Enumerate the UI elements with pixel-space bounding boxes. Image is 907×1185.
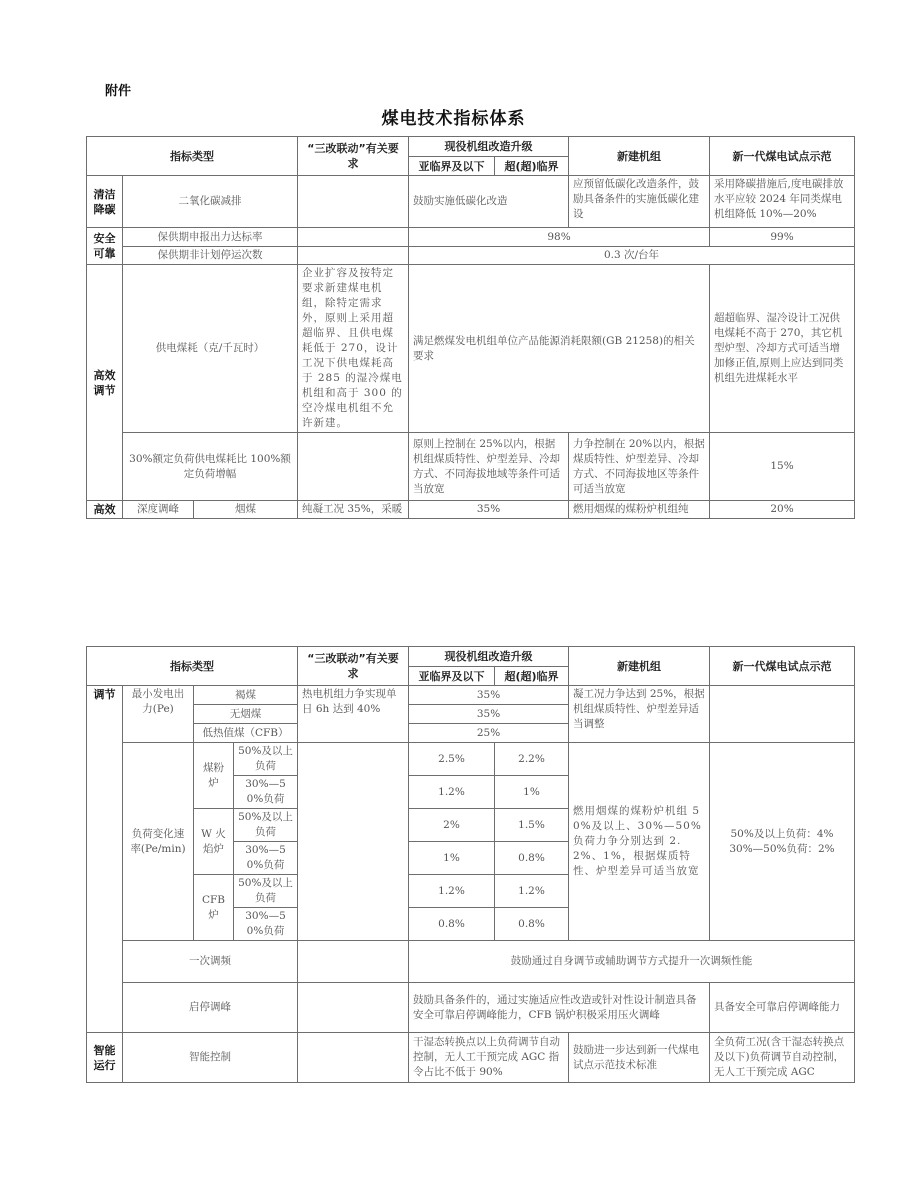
load-range: 50%及以上负荷	[234, 743, 298, 776]
three-reform-cell	[298, 1033, 409, 1083]
category-safe-reliable: 安全可靠	[87, 228, 123, 265]
indicator-start-stop-peak: 启停调峰	[123, 983, 298, 1033]
indicator-table-page-2	[86, 646, 855, 1083]
load-range: 50%及以上负荷	[234, 809, 298, 842]
subcritical-value: 0.8%	[409, 908, 495, 941]
header-new-units: 新建机组	[569, 137, 710, 176]
existing-value: 35%	[409, 501, 569, 519]
header-three-reform: “三改联动”有关要求	[298, 137, 409, 176]
indicator-low-load-increase: 30%额定负荷供电煤耗比 100%额定负荷增幅	[123, 433, 298, 501]
supercritical-value: 0.8%	[495, 908, 569, 941]
new-gen-cell	[710, 743, 855, 941]
all-columns-value: 0.3 次/台年	[409, 247, 855, 265]
subcritical-value: 2.5%	[409, 743, 495, 776]
indicator-deep-peak: 深度调峰	[123, 501, 194, 519]
existing-and-new-requirement: 鼓励具备条件的，通过实施适应性改造或针对性设计制造具备安全可靠启停调峰能力，CFB 锅炉积极采用压火调峰	[409, 983, 710, 1033]
table-row	[87, 176, 855, 228]
existing-upgrade-cell: 原则上控制在 25%以内，根据机组煤质特性、炉型差异、冷却方式、不同海拔地域等条件可适当放宽	[409, 433, 569, 501]
load-range: 50%及以上负荷	[234, 875, 298, 908]
indicator-unplanned-outages: 保供期非计划停运次数	[123, 247, 298, 265]
three-reform-cell	[298, 743, 409, 941]
new-gen-cell: 全负荷工况(含干湿态转换点及以下)负荷调节自动控制，无人工干预完成 AGC	[710, 1033, 855, 1083]
header-existing-upgrade: 现役机组改造升级	[409, 137, 569, 157]
header-row	[87, 137, 855, 157]
document-title: 煤电技术指标体系	[381, 109, 526, 129]
supercritical-value: 1%	[495, 776, 569, 809]
new-gen-cell: 具备安全可靠启停调峰能力	[710, 983, 855, 1033]
header-new-units: 新建机组	[569, 647, 710, 686]
coal-type: 无烟煤	[194, 705, 298, 724]
category-efficient-regulation: 高效调节	[87, 265, 123, 501]
three-reform-cell	[298, 433, 409, 501]
table-row	[87, 247, 855, 265]
existing-and-new-requirement: 满足燃煤发电机组单位产品能源消耗限额(GB 21258)的相关要求	[409, 265, 710, 433]
existing-and-new-value: 98%	[409, 228, 710, 247]
requirement-cell: 鼓励通过自身调节或辅助调节方式提升一次调频性能	[409, 941, 855, 983]
table-row	[87, 265, 855, 433]
header-supercritical: 超(超)临界	[495, 667, 569, 686]
boiler-type: CFB 炉	[194, 875, 234, 941]
new-units-cell: 燃用烟煤的煤粉炉机组 50%及以上、30%—50%负荷力争分别达到 2.2%、1%，根据煤质特性、炉型差异可适当放宽	[569, 743, 710, 941]
header-supercritical: 超(超)临界	[495, 157, 569, 176]
new-gen-line: 50%及以上负荷：4%	[730, 827, 834, 840]
supercritical-value: 0.8%	[495, 842, 569, 875]
boiler-type: W 火焰炉	[194, 809, 234, 875]
header-indicator-type: 指标类型	[87, 647, 298, 686]
new-gen-value: 99%	[710, 228, 855, 247]
header-existing-upgrade: 现役机组改造升级	[409, 647, 569, 667]
subcritical-value: 1.2%	[409, 776, 495, 809]
new-units-cell: 鼓励进一步达到新一代煤电试点示范技术标准	[569, 1033, 710, 1083]
new-gen-line: 30%—50%负荷：2%	[729, 842, 835, 855]
three-reform-cell: 企业扩容及按特定要求新建煤电机组，除特定需求外，原则上采用超超临界、且供电煤耗低于 270，设计工况下供电煤耗高于 285 的湿冷煤电机组和高于 300 的空冷煤电机组不允许新建。	[298, 265, 409, 433]
three-reform-cell: 纯凝工况 35%，采暖	[298, 501, 409, 519]
coal-type: 褐煤	[194, 686, 298, 705]
table-row	[87, 743, 855, 776]
existing-value: 35%	[409, 705, 569, 724]
header-indicator-type: 指标类型	[87, 137, 298, 176]
subcritical-value: 1%	[409, 842, 495, 875]
existing-upgrade-cell: 鼓励实施低碳化改造	[409, 176, 569, 228]
boiler-type: 煤粉炉	[194, 743, 234, 809]
header-subcritical: 亚临界及以下	[409, 157, 495, 176]
new-units-cell: 燃用烟煤的煤粉炉机组纯	[569, 501, 710, 519]
new-gen-value: 15%	[710, 433, 855, 501]
table-row	[87, 686, 855, 705]
indicator-ramp-rate: 负荷变化速率(Pe/min)	[123, 743, 194, 941]
indicator-declared-output-rate: 保供期申报出力达标率	[123, 228, 298, 247]
indicator-smart-control: 智能控制	[123, 1033, 298, 1083]
load-range: 30%—50%负荷	[234, 842, 298, 875]
new-gen-cell: 超超临界、湿冷设计工况供电煤耗不高于 270，其它机型炉型、冷却方式可适当增加修正值,原则上应达到同类机组先进煤耗水平	[710, 265, 855, 433]
three-reform-cell: 热电机组力争实现单日 6h 达到 40%	[298, 686, 409, 743]
indicator-coal-consumption: 供电煤耗（克/千瓦时）	[123, 265, 298, 433]
attachment-label: 附件	[105, 84, 132, 99]
category-smart-operation: 智能运行	[87, 1033, 123, 1083]
subcritical-value: 1.2%	[409, 875, 495, 908]
new-gen-value: 20%	[710, 501, 855, 519]
header-row	[87, 647, 855, 667]
new-units-cell: 应预留低碳化改造条件，鼓励具备条件的实施低碳化建设	[569, 176, 710, 228]
three-reform-cell	[298, 228, 409, 247]
table-row	[87, 983, 855, 1033]
header-subcritical: 亚临界及以下	[409, 667, 495, 686]
new-gen-cell: 采用降碳措施后,度电碳排放水平应较 2024 年同类煤电机组降低 10%—20%	[710, 176, 855, 228]
category-efficient: 高效	[87, 501, 123, 519]
supercritical-value: 1.5%	[495, 809, 569, 842]
existing-value: 35%	[409, 686, 569, 705]
table-row	[87, 228, 855, 247]
table-row	[87, 1033, 855, 1083]
three-reform-cell	[298, 247, 409, 265]
new-gen-cell	[710, 686, 855, 743]
category-clean-low-carbon: 清洁降碳	[87, 176, 123, 228]
three-reform-cell	[298, 176, 409, 228]
new-units-cell: 凝工况力争达到 25%，根据机组煤质特性、炉型差异适当调整	[569, 686, 710, 743]
table-row	[87, 433, 855, 501]
header-new-gen-demo: 新一代煤电试点示范	[710, 137, 855, 176]
table-row	[87, 941, 855, 983]
existing-upgrade-cell: 干湿态转换点以上负荷调节自动控制，无人工干预完成 AGC 指令占比不低于 90%	[409, 1033, 569, 1083]
three-reform-cell	[298, 941, 409, 983]
indicator-co2-reduction: 二氧化碳减排	[123, 176, 298, 228]
category-regulation: 调节	[87, 686, 123, 1033]
table-row	[87, 501, 855, 519]
header-new-gen-demo: 新一代煤电试点示范	[710, 647, 855, 686]
supercritical-value: 1.2%	[495, 875, 569, 908]
new-units-cell: 力争控制在 20%以内，根据煤质特性、炉型差异、冷却方式、不同海拔地区等条件可适当放宽	[569, 433, 710, 501]
three-reform-cell	[298, 983, 409, 1033]
load-range: 30%—50%负荷	[234, 776, 298, 809]
subcritical-value: 2%	[409, 809, 495, 842]
coal-type-bituminous: 烟煤	[194, 501, 298, 519]
indicator-table-page-1	[86, 136, 855, 519]
indicator-primary-freq: 一次调频	[123, 941, 298, 983]
load-range: 30%—50%负荷	[234, 908, 298, 941]
indicator-min-output: 最小发电出力(Pe)	[123, 686, 194, 743]
header-three-reform: “三改联动”有关要求	[298, 647, 409, 686]
coal-type: 低热值煤（CFB）	[194, 724, 298, 743]
supercritical-value: 2.2%	[495, 743, 569, 776]
existing-value: 25%	[409, 724, 569, 743]
